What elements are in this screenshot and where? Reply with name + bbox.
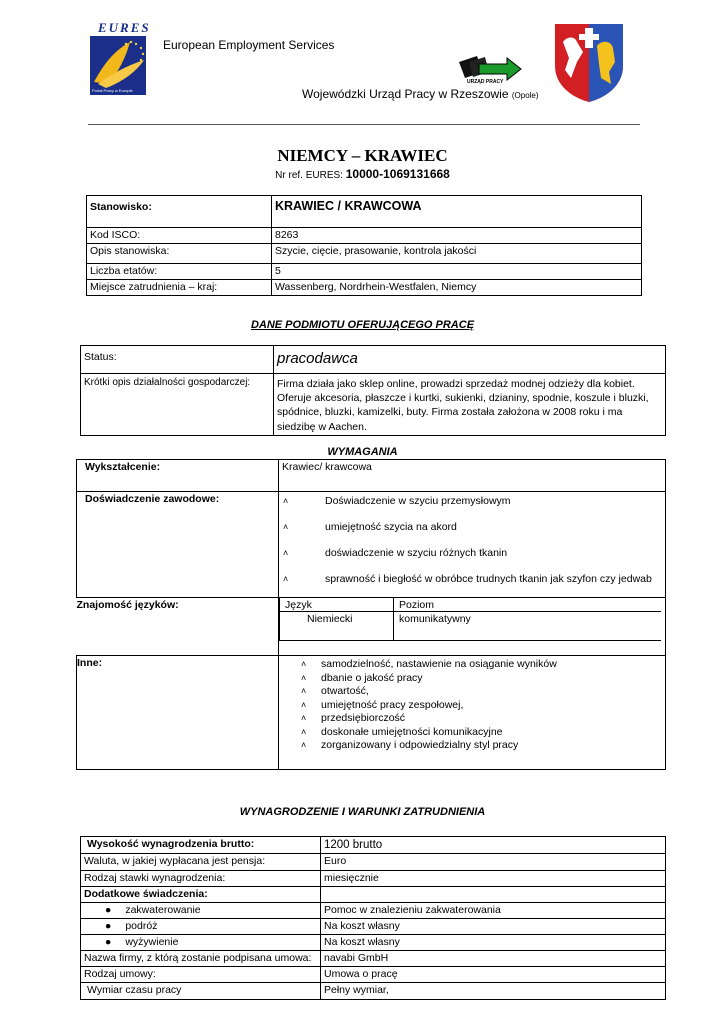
table-row xyxy=(87,280,642,296)
list-item: ˄ umiejętność szycia na akord xyxy=(283,521,457,533)
salary-label-accommodation: ● zakwaterowanie xyxy=(81,902,321,918)
salary-label-gross: Wysokość wynagrodzenia brutto: xyxy=(81,837,321,854)
job-label-position: Stanowisko: xyxy=(87,196,272,228)
other-label: Inne: xyxy=(77,656,279,770)
salary-label-rate: Rodzaj stawki wynagrodzenia: xyxy=(81,870,321,886)
list-item: ˄ umiejętność pracy zespołowej, xyxy=(301,698,464,711)
salary-value-travel: Na koszt własny xyxy=(321,918,666,934)
job-label-isco: Kod ISCO: xyxy=(87,228,272,244)
table-row xyxy=(87,264,642,280)
list-item: ˄ otwartość, xyxy=(301,685,369,697)
job-label-description: Opis stanowiska: xyxy=(87,244,272,264)
table-row xyxy=(81,918,666,934)
salary-value-benefits xyxy=(321,886,666,902)
table-row xyxy=(81,870,666,886)
employer-heading: DANE PODMIOTU OFERUJĄCEGO PRACĘ xyxy=(250,319,475,331)
office-name-main: Wojewódzki Urząd Pracy w Rzeszowie xyxy=(302,87,509,101)
reference-number xyxy=(0,167,725,181)
list-item: ˄ sprawność i biegłość w obróbce trudnych tkanin jak szyfon czy jedwab xyxy=(283,573,652,585)
salary-table xyxy=(80,836,666,1000)
salary-value-contract: Umowa o pracę xyxy=(321,967,666,983)
education-label: Wykształcenie: xyxy=(77,460,279,492)
table-row xyxy=(87,244,642,264)
job-value-isco: 8263 xyxy=(272,228,642,244)
salary-label-hours: Wymiar czasu pracy xyxy=(81,983,321,999)
salary-value-hours: Pełny wymiar, xyxy=(321,983,666,999)
salary-label-company: Nazwa firmy, z którą zostanie podpisana umowa: xyxy=(81,951,321,967)
office-name-sub: (Opole) xyxy=(511,91,539,100)
other-list xyxy=(279,656,666,770)
arrow-bullet-icon: ˄ xyxy=(301,686,307,696)
salary-heading: WYNAGRODZENIE I WARUNKI ZATRUDNIENIA xyxy=(239,806,486,818)
salary-value-accommodation: Pomoc w znalezieniu zakwaterowania xyxy=(321,902,666,918)
lang-name: Niemiecki xyxy=(307,613,353,625)
salary-value-gross: 1200 brutto xyxy=(321,837,666,854)
lang-level: komunikatywny xyxy=(399,613,471,625)
table-row xyxy=(81,346,666,374)
table-row xyxy=(81,951,666,967)
job-table xyxy=(86,195,642,296)
bullet-icon: ● xyxy=(105,919,112,932)
experience-label: Doświadczenie zawodowe: xyxy=(77,492,279,598)
office-name xyxy=(302,87,539,101)
header-divider xyxy=(88,124,640,125)
employer-status-label: Status: xyxy=(81,346,274,374)
eures-logo xyxy=(86,20,154,100)
requirements-heading: WYMAGANIA xyxy=(327,446,398,458)
list-item: ˄ zorganizowany i odpowiedzialny styl pracy xyxy=(301,739,519,751)
job-value-location: Wassenberg, Nordrhein-Westfalen, Niemcy xyxy=(272,280,642,296)
job-value-positions: 5 xyxy=(272,264,642,280)
table-row xyxy=(77,656,666,770)
lang-col1-header: Język xyxy=(285,599,312,611)
table-row xyxy=(81,886,666,902)
list-item: ˄ doświadczenie w szyciu różnych tkanin xyxy=(283,547,508,559)
ref-label: Nr ref. EURES: xyxy=(275,170,343,181)
arrow-bullet-icon: ˄ xyxy=(283,522,289,532)
table-row xyxy=(81,374,666,436)
table-row xyxy=(87,228,642,244)
arrow-bullet-icon: ˄ xyxy=(301,713,307,723)
arrow-bullet-icon: ˄ xyxy=(301,699,307,710)
bullet-icon: ● xyxy=(105,903,112,916)
education-value: Krawiec/ krawcowa xyxy=(279,460,666,492)
table-row xyxy=(81,854,666,870)
salary-label-benefits: Dodatkowe świadczenia: xyxy=(81,886,321,902)
urzad-pracy-text: URZĄD PRACY xyxy=(467,79,504,85)
arrow-bullet-icon: ˄ xyxy=(301,659,307,669)
salary-label-meals: ● wyżywienie xyxy=(81,935,321,951)
list-item: ˄ doskonałe umiejętności komunikacyjne xyxy=(301,725,503,738)
job-label-positions: Liczba etatów: xyxy=(87,264,272,280)
table-row xyxy=(77,492,666,598)
arrow-bullet-icon: ˄ xyxy=(301,726,307,737)
salary-value-meals: Na koszt własny xyxy=(321,935,666,951)
bullet-icon: ● xyxy=(105,936,112,948)
ref-value: 10000-1069131668 xyxy=(345,167,450,181)
salary-value-rate: miesięcznie xyxy=(321,870,666,886)
table-row xyxy=(81,983,666,999)
list-item: ˄ dbanie o jakość pracy xyxy=(301,671,423,684)
salary-value-company: navabi GmbH xyxy=(321,951,666,967)
employer-desc-value: Firma działa jako sklep online, prowadzi sprzedaż modnej odzieży dla kobiet. Oferuje akcesoria, płaszcze i kurtki, sukienki, dzianiny, spodnie, koszule i bluzki, spódnice, bluzki, kamizelki, buty. Firma została założona w 2008 roku i ma siedzibę w Aachen. xyxy=(274,374,666,436)
arrow-bullet-icon: ˄ xyxy=(301,672,307,683)
table-row xyxy=(81,935,666,951)
table-row xyxy=(81,902,666,918)
table-row xyxy=(87,196,642,228)
eures-logo-sub: Portal Pracy w Europie xyxy=(92,88,133,93)
page-title: NIEMCY – KRAWIEC xyxy=(277,146,448,165)
salary-value-currency: Euro xyxy=(321,854,666,870)
requirements-table xyxy=(76,459,666,770)
table-row xyxy=(81,837,666,854)
table-row xyxy=(81,967,666,983)
employer-desc-label: Krótki opis działalności gospodarczej: xyxy=(81,374,274,436)
svg-text:EURES: EURES xyxy=(98,20,151,35)
salary-label-currency: Waluta, w jakiej wypłacana jest pensja: xyxy=(81,854,321,870)
salary-label-travel: ● podróż xyxy=(81,918,321,934)
arrow-bullet-icon: ˄ xyxy=(283,574,289,584)
list-item: ˄ Doświadczenie w szyciu przemysłowym xyxy=(283,495,511,507)
org-name: European Employment Services xyxy=(163,38,335,52)
table-row xyxy=(77,460,666,492)
urzad-pracy-logo xyxy=(455,52,523,86)
list-item: ˄ przedsiębiorczość xyxy=(301,712,406,724)
arrow-bullet-icon: ˄ xyxy=(301,740,307,750)
languages-cell xyxy=(279,598,666,656)
languages-subtable xyxy=(279,598,661,641)
job-value-position: KRAWIEC / KRAWCOWA xyxy=(272,196,642,228)
languages-label: Znajomość języków: xyxy=(77,598,279,656)
salary-label-contract: Rodzaj umowy: xyxy=(81,967,321,983)
employer-status-value: pracodawca xyxy=(274,346,666,374)
employer-table xyxy=(80,345,666,436)
arrow-bullet-icon: ˄ xyxy=(283,496,289,506)
table-row xyxy=(77,598,666,656)
coat-of-arms xyxy=(553,22,625,104)
list-item: ˄ samodzielność, nastawienie na osiąganie wyników xyxy=(301,658,557,670)
lang-col2-header: Poziom xyxy=(399,599,435,611)
job-value-description: Szycie, cięcie, prasowanie, kontrola jakości xyxy=(272,244,642,264)
job-label-location: Miejsce zatrudnienia – kraj: xyxy=(87,280,272,296)
arrow-bullet-icon: ˄ xyxy=(283,548,289,558)
experience-list xyxy=(279,492,666,598)
